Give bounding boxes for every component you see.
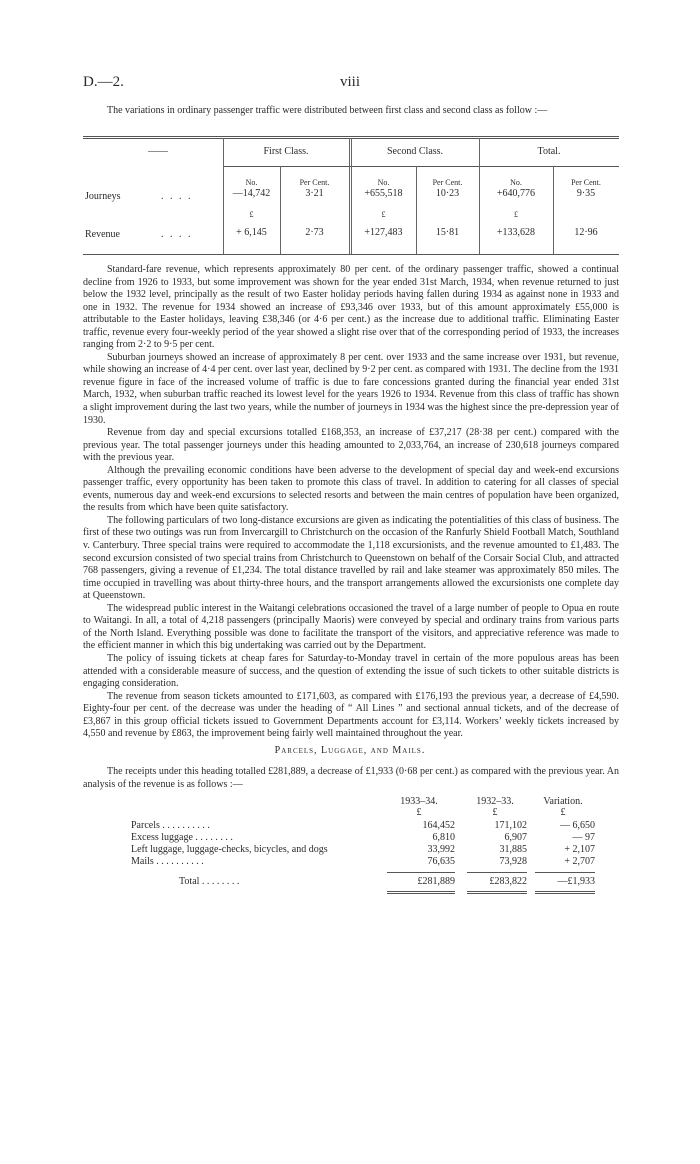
row-label: Excess luggage . . . . . . . . <box>131 832 233 843</box>
subhead: No. <box>510 178 522 187</box>
subhead: No. <box>245 178 258 187</box>
table-cell: 3·21 <box>305 188 324 199</box>
row-label-revenue: Revenue <box>85 229 120 240</box>
page-number: viii <box>339 74 360 90</box>
table-top-rule <box>83 136 619 137</box>
section-heading-parcels: Parcels, Luggage, and Mails. <box>274 745 426 756</box>
table-cell: 12·96 <box>574 227 598 238</box>
currency-mark: £ <box>249 210 254 219</box>
table-row: Left luggage, luggage-checks, bicycles, and dogs 33,992 31,885 + 2,107 <box>131 844 595 855</box>
table-cell: 10·23 <box>435 188 460 199</box>
group-first-class: First Class. <box>263 146 309 157</box>
group-header-rule <box>223 166 619 167</box>
paragraph-long-distance: The following particulars of two long-distance excursions are given as indicating the potentialities of this class of business. The first of these two outings was run from Invercargill to Christchurch on the occasion of the Ranfurly Shield Football Match, Southland v. Canterbury. Three special trains were required to accommodate the 1,118 excursionists, and the revenue amounted to £1,483. The second excursion consisted of two special trains from Christchurch to Queenstown on behalf of the Corsair Social Club, and attracted 768 passengers, giving a revenue of £1,234. The total distance travelled by rail and lake steamer was approximately 850 miles. The time occupied in travelling was about thirty-three hours, and the transport arrangements allowed the excursionists one complete day at Queenstown. <box>83 514 619 602</box>
table-cell: +640,776 <box>496 188 536 199</box>
row-label: Left luggage, luggage-checks, bicycles, and dogs <box>131 844 328 855</box>
subhead: No. <box>377 178 390 187</box>
currency-mark: £ <box>560 807 566 818</box>
total-value: £281,889 <box>417 876 455 887</box>
row-label-journeys: Journeys <box>85 191 121 202</box>
stub-dash: —— <box>148 146 168 157</box>
table-cell: + 6,145 <box>236 227 267 238</box>
total-value: —£1,933 <box>557 876 595 887</box>
table-cell: —14,742 <box>232 188 271 199</box>
table-bottom-rule <box>83 254 619 255</box>
receipts-paragraph: The receipts under this heading totalled £281,889, a decrease of £1,933 (0·68 per cent.) as compared with the previous year. An analysis of the revenue is as follows :— <box>83 766 619 790</box>
paragraph-standard-fare: Standard-fare revenue, which represents approximately 80 per cent. of the ordinary passenger traffic, showed a continual decline from 1926 to 1933, but some improvement was shown for the year ended 31st March, 1934, when revenue returned to just below the 1932 level, principally as the result of two Easter holiday periods having fallen during 1934 as against none in 1933 and one in 1932. The revenue for 1934 showed an increase of £93,346 over 1933, but of this amount approximately £55,000 is attributable to the Easter holidays, leaving £38,346 (or 4·6 per cent.) as the increase due to additional traffic. Eliminating Easter traffic, revenue every four-weekly period of the year showed a slight rise over that of the corresponding period of 1933, the increases ranging from 2·2 to 9·5 per cent. <box>83 264 619 351</box>
paragraph-excursions-promotion: Although the prevailing economic conditions have been adverse to the development of special day and week-end excursions passenger traffic, every opportunity has been taken to promote this class of travel. In addition to catering for all classes of special events, numerous day and week-end excursions to selected resorts and between the main centres of population have been organized, the results from which have been quite satisfactory. <box>83 464 619 514</box>
leader-dots: . . . . <box>161 191 193 202</box>
table-cell: +133,628 <box>496 227 536 238</box>
total-value: £283,822 <box>489 876 527 887</box>
table-cell: 2·73 <box>305 227 324 238</box>
paragraph-waitangi: The widespread public interest in the Waitangi celebrations occasioned the travel of a large number of people to Opua en route to Waitangi. In all, a total of 4,218 passengers (principally Maoris) were conveyed by special and ordinary trains from various parts of the North Island. Everything possible was done to facilitate the transport of the visitors, and appreciative reference was made to the efficient manner in which this big undertaking was carried out by the Department. <box>83 602 619 652</box>
paragraph-excursions-revenue: Revenue from day and special excursions totalled £168,353, an increase of £37,217 (28·38 per cent.) compared with the previous year. The total passenger journeys under this heading amounted to 2,033,764, an increase of 230,618 journeys compared with the previous year. <box>83 427 619 464</box>
paragraph-cheap-fares: The policy of issuing tickets at cheap fares for Saturday-to-Monday travel in certain of the more populous areas has been attended with a considerable measure of success, and the question of extending the issue of such tickets to other suitable districts is engaging consideration. <box>83 652 619 690</box>
table-cell: 9·35 <box>576 188 596 199</box>
row-label: Parcels . . . . . . . . . . <box>131 820 210 831</box>
leader-dots: . . . . <box>161 229 193 240</box>
table-row: Excess luggage . . . . . . . . 6,810 6,907 — 97 <box>131 832 595 843</box>
currency-mark: £ <box>381 210 386 219</box>
table-row: Mails . . . . . . . . . . 76,635 73,928 + 2,707 <box>131 856 595 867</box>
currency-mark: £ <box>492 807 498 818</box>
row-label: Mails . . . . . . . . . . <box>131 856 204 867</box>
table-row: Parcels . . . . . . . . . . 164,452 171,102 — 6,650 <box>131 820 595 831</box>
group-second-class: Second Class. <box>386 146 444 157</box>
currency-mark: £ <box>416 807 422 818</box>
table-cell: +127,483 <box>364 227 403 238</box>
subhead: Per Cent. <box>571 178 601 187</box>
column-header: Variation. <box>543 796 583 807</box>
column-header: 1932–33. <box>476 796 514 807</box>
page-reference: D.—2. <box>83 74 124 90</box>
column-header: 1933–34. <box>400 796 438 807</box>
paragraph-season-tickets: The revenue from season tickets amounted to £171,603, as compared with £176,193 the previous year, a decrease of £4,590. Eighty-four per cent. of the decrease was under the heading of “ All Lines ” and sectional annual tickets, and of the decrease of £3,867 in this group official tickets issued to Government Departments account for £3,114. Workers’ weekly tickets increased by 4,550 and revenue by £863, the improvement being fairly well maintained throughout the year. <box>83 690 619 740</box>
intro-paragraph: The variations in ordinary passenger traffic were distributed between first class and second class as follow :— <box>107 105 548 116</box>
total-label: Total . . . . . . . . <box>179 876 240 887</box>
paragraph-suburban: Suburban journeys showed an increase of approximately 8 per cent. over 1933 and the same increase over 1931, but revenue, while showing an increase of 4·4 per cent. over last year, declined by 9·2 per cent. as compared with 1931. The decline from the 1931 revenue figure in face of the increased volume of traffic is due to fare concessions granted during the financial year ended 31st March, 1932, when suburban traffic reached its lowest level for the years 1926 to 1934. Revenue from this class of traffic has shown a slight improvement during the last two years, while the number of journeys in 1934 was the highest since the pre-depression year of 1930. <box>83 351 619 426</box>
table-cell: 15·81 <box>435 227 460 238</box>
total-row <box>83 876 619 888</box>
currency-mark: £ <box>514 210 518 219</box>
subhead: Per Cent. <box>299 178 330 187</box>
subhead: Per Cent. <box>432 178 463 187</box>
group-total: Total. <box>537 146 561 157</box>
table-cell: +655,518 <box>364 188 403 199</box>
passenger-traffic-table <box>83 136 619 256</box>
body-text <box>83 264 619 741</box>
